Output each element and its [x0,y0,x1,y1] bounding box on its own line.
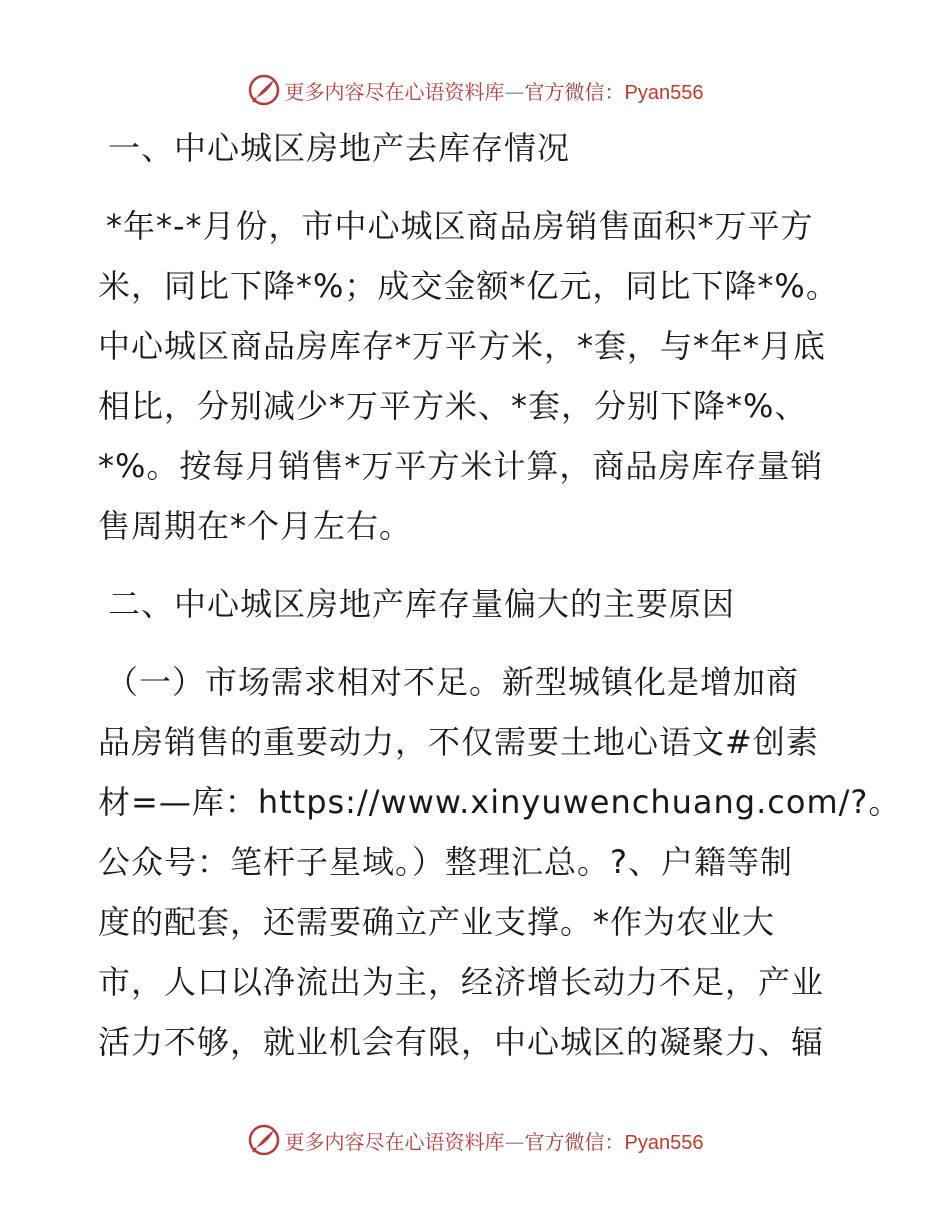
section-heading-1: 一、中心城区房地产去库存情况 [108,129,571,167]
paragraph-line: 品房销售的重要动力，不仅需要土地心语文#创素 [98,723,819,761]
paragraph-line: 度的配套，还需要确立产业支撑。*作为农业大 [98,903,776,941]
header-banner [0,70,950,110]
paragraph-line: 售周期在*个月左右。 [98,507,413,545]
banner-wechat-label: 官方微信： [524,1129,625,1154]
section-2-paragraph [98,652,902,1072]
paragraph-line: 中心城区商品房库存*万平方米，*套，与*年*月底 [98,327,827,365]
paragraph-line: *年*-*月份，市中心城区商品房销售面积*万平方 [106,207,814,245]
paragraph-line: 公众号：笔杆子星域。）整理汇总。?、户籍等制 [98,843,793,881]
section-heading-2: 二、中心城区房地产库存量偏大的主要原因 [108,585,736,623]
banner-wechat-id: Pyan556 [624,1131,704,1154]
banner-wechat-id: Pyan556 [624,81,704,104]
paragraph-line: *%。按每月销售*万平方米计算，商品房库存量销 [98,447,824,485]
paragraph-line: （一）市场需求相对不足。新型城镇化是增加商 [106,663,800,701]
footer-banner-text [285,1126,704,1155]
banner-site-name: 更多内容尽在心语资料库 [284,79,505,104]
paragraph-line: 市，人口以净流出为主，经济增长动力不足，产业 [98,963,825,1001]
banner-dash: — [504,1129,525,1154]
document-body [98,122,902,1072]
paragraph-line: 材=—库：https://www.xinyuwenchuang.com/?。 [98,783,902,821]
section-1-paragraph [98,196,858,556]
paragraph-line: 米，同比下降*%；成交金额*亿元，同比下降*%。 [98,267,839,305]
banner-wechat-label: 官方微信： [524,79,625,104]
paragraph-line: 活力不够，就业机会有限，中心城区的凝聚力、辐 [98,1023,825,1061]
banner-site-name: 更多内容尽在心语资料库 [284,1129,505,1154]
header-banner-text [285,76,704,105]
paragraph-line: 相比，分别减少*万平方米、*套，分别下降*%、 [98,387,808,425]
feather-logo-icon [247,1123,281,1157]
banner-dash: — [504,79,525,104]
footer-banner [0,1120,950,1160]
feather-logo-icon [247,73,281,107]
